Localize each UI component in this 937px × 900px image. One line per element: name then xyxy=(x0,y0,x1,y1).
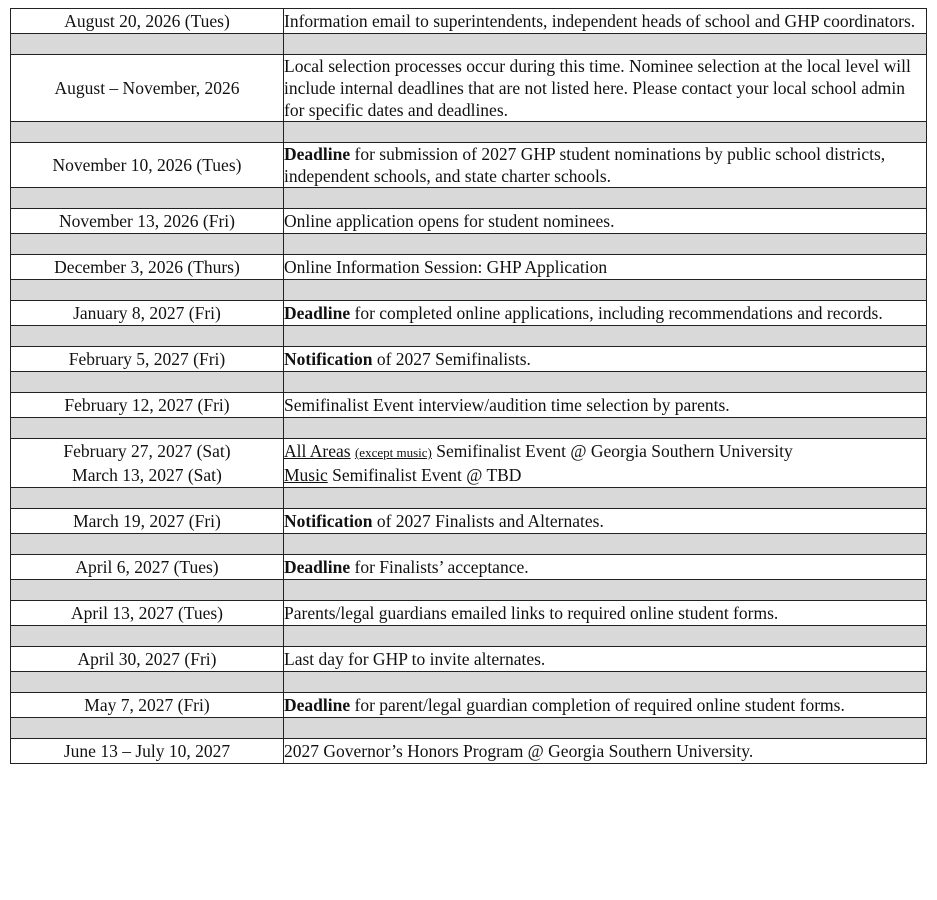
schedule-row xyxy=(11,209,927,234)
description-cell xyxy=(284,55,927,122)
schedule-row xyxy=(11,55,927,122)
schedule-row xyxy=(11,509,927,534)
description-line xyxy=(284,510,926,532)
description-line xyxy=(284,556,926,578)
date-cell xyxy=(11,693,284,718)
date-text: February 12, 2027 (Fri) xyxy=(64,395,230,415)
schedule-row xyxy=(11,9,927,34)
description-line xyxy=(284,302,926,324)
description-cell xyxy=(284,509,927,534)
separator-cell xyxy=(11,488,284,509)
separator-row xyxy=(11,280,927,301)
description-cell xyxy=(284,555,927,580)
underlined-text: (except music) xyxy=(354,445,432,460)
schedule-row xyxy=(11,555,927,580)
date-text: April 30, 2027 (Fri) xyxy=(77,649,217,669)
description-text: of 2027 Semifinalists. xyxy=(372,349,531,369)
description-text: Online application opens for student nominees. xyxy=(284,211,615,231)
schedule-row xyxy=(11,255,927,280)
description-line xyxy=(284,55,926,121)
date-text: August – November, 2026 xyxy=(54,78,240,98)
description-cell xyxy=(284,143,927,188)
separator-row xyxy=(11,718,927,739)
date-cell xyxy=(11,301,284,326)
separator-cell xyxy=(284,122,927,143)
description-cell xyxy=(284,601,927,626)
schedule-row xyxy=(11,393,927,418)
separator-cell xyxy=(11,122,284,143)
schedule-row xyxy=(11,693,927,718)
date-text: March 13, 2027 (Sat) xyxy=(72,465,222,485)
description-text: Local selection processes occur during this time. Nominee selection at the local level will include internal deadlines that are not listed here. Please contact your local school admin for specific dates and deadlines. xyxy=(284,56,911,120)
separator-cell xyxy=(284,626,927,647)
date-text: November 13, 2026 (Fri) xyxy=(59,211,235,231)
date-text: May 7, 2027 (Fri) xyxy=(84,695,210,715)
separator-row xyxy=(11,326,927,347)
description-cell xyxy=(284,209,927,234)
schedule-table xyxy=(10,8,927,764)
schedule-row xyxy=(11,301,927,326)
date-cell xyxy=(11,555,284,580)
description-cell xyxy=(284,9,927,34)
date-text: March 19, 2027 (Fri) xyxy=(73,511,221,531)
separator-cell xyxy=(284,372,927,393)
separator-cell xyxy=(284,672,927,693)
schedule-document xyxy=(10,8,927,764)
schedule-row xyxy=(11,739,927,764)
description-line xyxy=(284,464,926,486)
separator-cell xyxy=(284,718,927,739)
date-cell xyxy=(11,393,284,418)
description-text: for submission of 2027 GHP student nominations by public school districts, independent schools, and state charter schools. xyxy=(284,144,886,186)
description-line xyxy=(284,440,926,464)
separator-row xyxy=(11,580,927,601)
schedule-row xyxy=(11,647,927,672)
separator-cell xyxy=(11,626,284,647)
date-text: August 20, 2026 (Tues) xyxy=(64,11,230,31)
separator-cell xyxy=(284,326,927,347)
separator-cell xyxy=(284,488,927,509)
underlined-text: All Areas xyxy=(284,441,351,461)
separator-row xyxy=(11,626,927,647)
date-cell xyxy=(11,209,284,234)
description-text: Online Information Session: GHP Application xyxy=(284,257,608,277)
separator-cell xyxy=(284,188,927,209)
description-text: for Finalists’ acceptance. xyxy=(350,557,529,577)
date-cell xyxy=(11,255,284,280)
emphasis-text: Deadline xyxy=(284,303,351,323)
description-text: Semifinalist Event @ TBD xyxy=(327,465,522,485)
description-line xyxy=(284,348,926,370)
date-text: February 27, 2027 (Sat) xyxy=(63,441,231,461)
separator-cell xyxy=(284,234,927,255)
separator-row xyxy=(11,418,927,439)
separator-cell xyxy=(11,372,284,393)
description-text: 2027 Governor’s Honors Program @ Georgia Southern University. xyxy=(284,741,754,761)
description-text: of 2027 Finalists and Alternates. xyxy=(372,511,604,531)
date-cell xyxy=(11,55,284,122)
date-cell xyxy=(11,143,284,188)
description-text: Information email to superintendents, independent heads of school and GHP coordinators. xyxy=(284,11,916,31)
date-cell xyxy=(11,509,284,534)
separator-cell xyxy=(284,280,927,301)
description-line xyxy=(284,740,926,762)
separator-cell xyxy=(11,34,284,55)
separator-row xyxy=(11,534,927,555)
date-cell xyxy=(11,601,284,626)
date-text: January 8, 2027 (Fri) xyxy=(73,303,221,323)
separator-cell xyxy=(11,418,284,439)
separator-cell xyxy=(11,188,284,209)
emphasis-text: Notification xyxy=(284,349,373,369)
description-line xyxy=(284,694,926,716)
description-cell xyxy=(284,393,927,418)
emphasis-text: Deadline xyxy=(284,695,351,715)
description-text: for completed online applications, including recommendations and records. xyxy=(350,303,883,323)
description-cell xyxy=(284,439,927,488)
separator-cell xyxy=(284,418,927,439)
description-text: Semifinalist Event interview/audition time selection by parents. xyxy=(284,395,730,415)
emphasis-text: Deadline xyxy=(284,557,351,577)
date-cell xyxy=(11,9,284,34)
date-text: February 5, 2027 (Fri) xyxy=(68,349,226,369)
description-line xyxy=(284,210,926,232)
description-cell xyxy=(284,739,927,764)
separator-cell xyxy=(284,534,927,555)
description-line xyxy=(284,143,926,187)
separator-row xyxy=(11,234,927,255)
schedule-row xyxy=(11,143,927,188)
description-line xyxy=(284,10,926,32)
separator-row xyxy=(11,122,927,143)
separator-row xyxy=(11,672,927,693)
description-cell xyxy=(284,347,927,372)
description-cell xyxy=(284,693,927,718)
separator-cell xyxy=(11,234,284,255)
underlined-text: Music xyxy=(284,465,328,485)
separator-cell xyxy=(11,534,284,555)
emphasis-text: Notification xyxy=(284,511,373,531)
separator-row xyxy=(11,188,927,209)
date-cell xyxy=(11,739,284,764)
separator-cell xyxy=(284,34,927,55)
separator-cell xyxy=(11,280,284,301)
description-text: Semifinalist Event @ Georgia Southern University xyxy=(431,441,793,461)
separator-cell xyxy=(11,672,284,693)
date-text: December 3, 2026 (Thurs) xyxy=(54,257,240,277)
description-line xyxy=(284,394,926,416)
description-text: Parents/legal guardians emailed links to required online student forms. xyxy=(284,603,779,623)
schedule-table-body xyxy=(11,9,927,764)
emphasis-text: Deadline xyxy=(284,144,351,164)
date-text: April 13, 2027 (Tues) xyxy=(71,603,223,623)
description-cell xyxy=(284,301,927,326)
description-line xyxy=(284,648,926,670)
separator-row xyxy=(11,372,927,393)
description-line xyxy=(284,256,926,278)
date-cell xyxy=(11,647,284,672)
date-text: April 6, 2027 (Tues) xyxy=(75,557,219,577)
date-cell xyxy=(11,439,284,488)
date-cell xyxy=(11,347,284,372)
schedule-row xyxy=(11,601,927,626)
separator-row xyxy=(11,34,927,55)
description-line xyxy=(284,602,926,624)
separator-cell xyxy=(11,718,284,739)
separator-row xyxy=(11,488,927,509)
schedule-row xyxy=(11,439,927,488)
schedule-row xyxy=(11,347,927,372)
description-cell xyxy=(284,255,927,280)
date-text: June 13 – July 10, 2027 xyxy=(63,741,231,761)
description-cell xyxy=(284,647,927,672)
date-text: November 10, 2026 (Tues) xyxy=(52,155,242,175)
separator-cell xyxy=(11,326,284,347)
description-text: for parent/legal guardian completion of required online student forms. xyxy=(350,695,845,715)
separator-cell xyxy=(11,580,284,601)
separator-cell xyxy=(284,580,927,601)
description-text: Last day for GHP to invite alternates. xyxy=(284,649,546,669)
